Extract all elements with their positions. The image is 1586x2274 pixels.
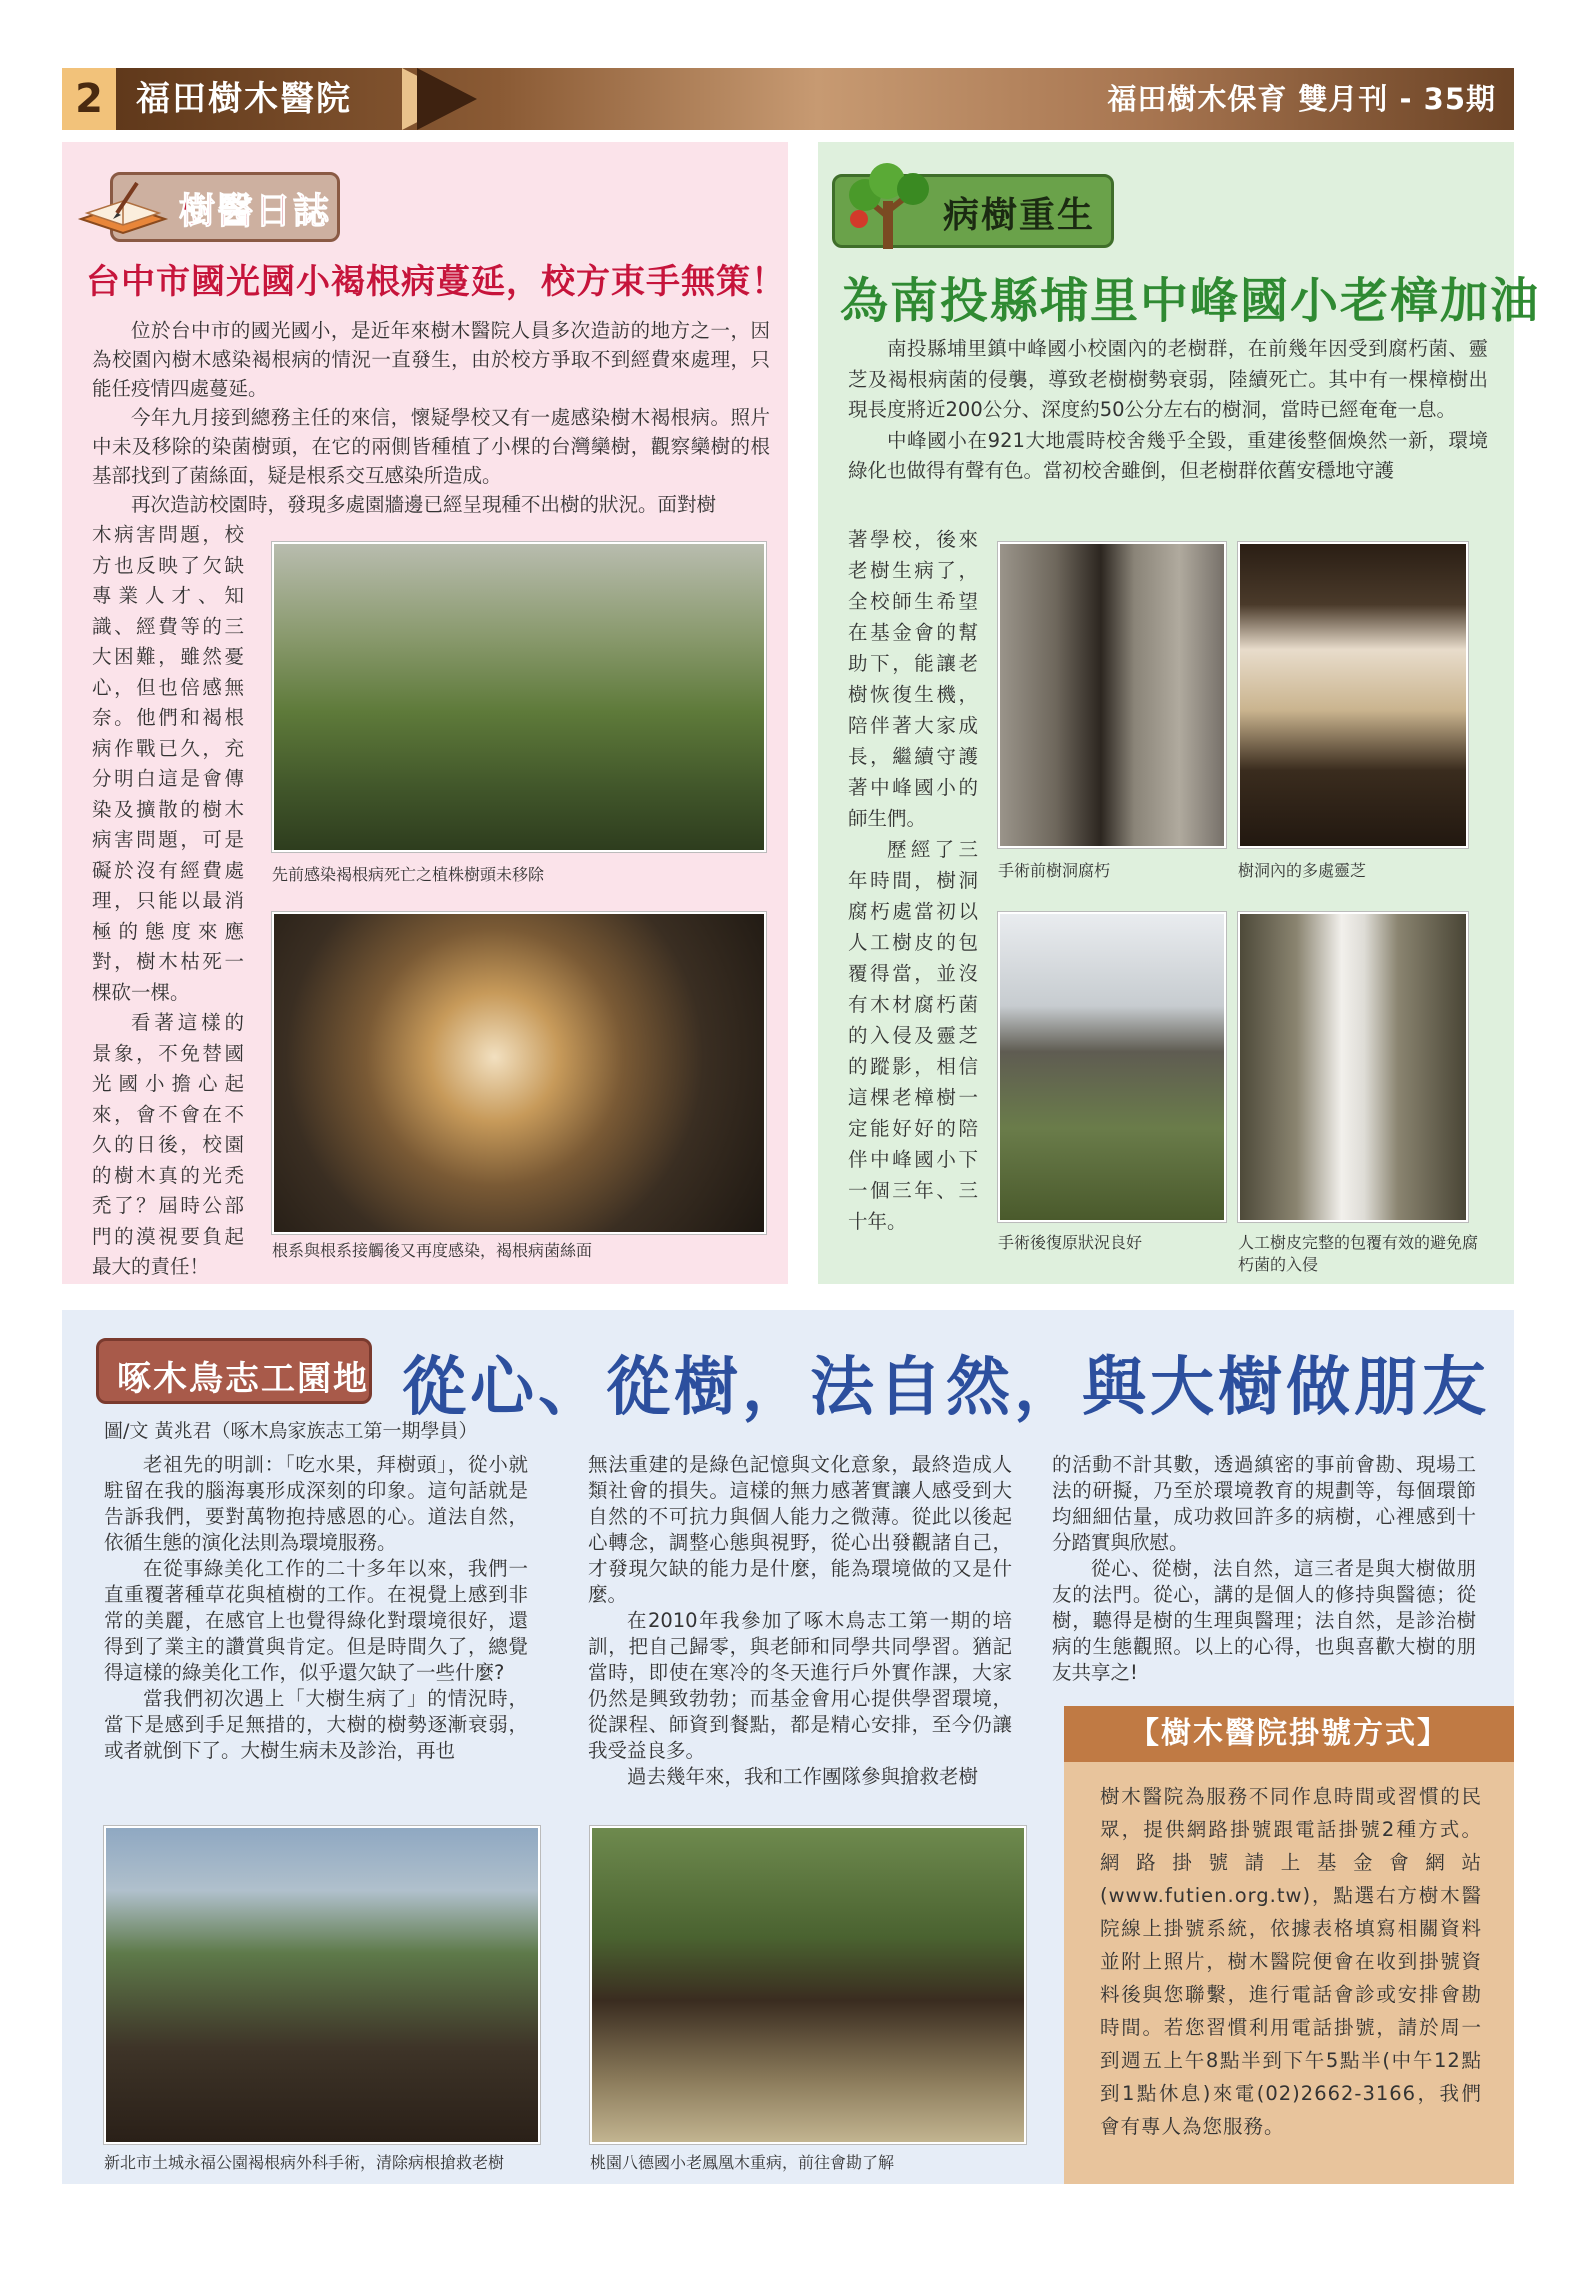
dead-tree-stump-photo (272, 542, 766, 852)
diary-paragraph: 今年九月接到總務主任的來信，懷疑學校又有一處感染樹木褐根病。照片中未及移除的染菌樹頭，在它的兩側皆種植了小棵的台灣欒樹，觀察欒樹的根基部找到了菌絲面，疑是根系交互感染所造成。 (92, 406, 770, 487)
photo-caption: 人工樹皮完整的包覆有效的避免腐朽菌的入侵 (1238, 1233, 1479, 1274)
registration-title: 【樹木醫院掛號方式】 (1064, 1706, 1514, 1762)
root-fungus-photo (272, 912, 766, 1234)
volunteer-paragraph: 過去幾年來，我和工作團隊參與搶救老樹 (627, 1765, 979, 1788)
photo-caption: 手術前樹洞腐朽 (998, 861, 1111, 880)
photo-caption: 手術後復原狀況良好 (998, 1233, 1143, 1252)
recovery-paragraph: 歷經了三年時間，樹洞腐朽處當初以人工樹皮的包覆得當，並沒有木材腐朽菌的入侵及靈芝的蹤影，相信這棵老樟樹一定能好好的陪伴中峰國小下一個三年、三十年。 (848, 838, 978, 1233)
header-arrow-decoration-dark (417, 68, 477, 130)
diary-paragraph: 位於台中市的國光國小，是近年來樹木醫院人員多次造訪的地方之一，因為校園內樹木感染褐根病的情況一直發生，由於校方爭取不到經費來處理，只能任疫情四處蔓延。 (92, 319, 770, 400)
root-surgery-photo (104, 1826, 540, 2144)
tree-icon (839, 161, 935, 251)
lingzhi-fungus-photo (1238, 542, 1468, 848)
recovery-intro-text (848, 334, 1488, 487)
registration-text: 樹木醫院為服務不同作息時間或習慣的民眾，提供網路掛號跟電話掛號2種方式。網路掛號請上基金會網站(www.futien.org.tw)，點選右方樹木醫院線上掛號系統，依據表格填寫相關資料並附上照片，樹木醫院便會在收到掛號資料後與您聯繫，進行電話會診或安排會勘時間。若您習慣利用電話掛號，請於周一到週五上午8點半到下午5點半(中午12點到1點休息)來電(02)2662-3166，我們會有專人為您服務。 (1100, 1785, 1482, 2138)
tree-hollow-before-photo (998, 542, 1226, 848)
tree-diary-badge-label: 樹醫日誌 (179, 191, 332, 232)
tree-after-surgery-photo (998, 912, 1226, 1222)
tree-diary-badge (110, 172, 340, 242)
recovery-column-text (848, 524, 978, 1237)
diary-intro-text (92, 316, 770, 519)
volunteer-paragraph: 在2010年我參加了啄木鳥志工第一期的培訓，把自己歸零，與老師和同學共同學習。猶記當時，即使在寒冷的冬天進行戶外實作課，大家仍然是興致勃勃；而基金會用心提供學習環境，從課程、師資到餐點，都是精心安排，至今仍讓我受益良多。 (588, 1609, 1012, 1762)
recovery-paragraph: 南投縣埔里鎮中峰國小校園內的老樹群，在前幾年因受到腐朽菌、靈芝及褐根病菌的侵襲，導致老樹樹勢衰弱，陸續死亡。其中有一棵樟樹出現長度將近200公分、深度約50公分左右的樹洞，當時已經奄奄一息。 (848, 337, 1488, 421)
photo-caption: 先前感染褐根病死亡之植株樹頭未移除 (272, 865, 545, 884)
volunteer-paragraph: 在從事綠美化工作的二十多年以來，我們一直重覆著種草花與植樹的工作。在視覺上感到非常的美麗，在感官上也覺得綠化對環境很好，還得到了業主的讚賞與肯定。但是時間久了，總覺得這樣的綠美化工作，似乎還欠缺了一些什麼? (104, 1557, 528, 1684)
diary-paragraph: 看著這樣的景象，不免替國光國小擔心起來，會不會在不久的日後，校園的樹木真的光禿禿了？屆時公部門的漠視要負起最大的責任！ (92, 1011, 244, 1278)
diary-column-text (92, 520, 244, 1283)
volunteer-paragraph: 無法重建的是綠色記憶與文化意象，最終造成人類社會的損失。這樣的無力感著實讓人感受到大自然的不可抗力與個人能力之微薄。從此以後起心轉念，調整心態與視野，從心出發觀諸自己，才發現欠缺的能力是什麼，能為環境做的又是什麼。 (588, 1453, 1012, 1606)
diary-paragraph: 木病害問題，校方也反映了欠缺專業人才、知識、經費等的三大困難，雖然憂心，但也倍感無奈。他們和褐根病作戰已久，充分明白這是會傳染及擴散的樹木病害問題，可是礙於沒有經費處理，只能以最消極的態度來應對，樹木枯死一棵砍一棵。 (92, 523, 244, 1004)
volunteer-paragraph: 老祖先的明訓：「吃水果，拜樹頭」，從小就駐留在我的腦海裏形成深刻的印象。這句話就是告訴我們，要對萬物抱持感恩的心。道法自然，依循生態的演化法則為環境服務。 (104, 1453, 528, 1554)
section-title: 福田樹木醫院 (136, 79, 352, 119)
photo-caption: 樹洞內的多處靈芝 (1238, 861, 1367, 880)
issue-label: 福田樹木保育 雙月刊 - 35期 (1107, 82, 1496, 116)
diary-paragraph: 再次造訪校園時，發現多處園牆邊已經呈現種不出樹的狀況。面對樹 (131, 493, 717, 516)
woodpecker-badge-label: 啄木鳥志工園地 (117, 1359, 369, 1399)
recovery-headline: 為南投縣埔里中峰國小老樟加油 (840, 273, 1541, 329)
tree-recovery-badge (832, 174, 1114, 248)
volunteer-paragraph: 當我們初次遇上「大樹生病了」的情況時，當下是感到手足無措的，大樹的樹勢逐漸衰弱，或者就倒下了。大樹生病未及診治，再也 (104, 1687, 528, 1762)
woodpecker-badge (96, 1338, 372, 1404)
volunteer-column-1 (104, 1452, 528, 1764)
site-inspection-photo (590, 1826, 1026, 2144)
recovery-paragraph: 著學校，後來老樹生病了，全校師生希望在基金會的幫助下，能讓老樹恢復生機，陪伴著大家成長，繼續守護著中峰國小的師生們。 (848, 528, 978, 830)
diary-headline: 台中市國光國小褐根病蔓延，校方束手無策！ (86, 262, 786, 302)
photo-caption: 根系與根系接觸後又再度感染，褐根病菌絲面 (272, 1241, 593, 1260)
recovery-paragraph: 中峰國小在921大地震時校舍幾乎全毀，重建後整個煥然一新，環境綠化也做得有聲有色。當初校舍雖倒，但老樹群依舊安穩地守護 (848, 428, 1488, 482)
author-byline: 圖/文 黃兆君（啄木鳥家族志工第一期學員） (104, 1420, 478, 1442)
artificial-bark-photo (1238, 912, 1468, 1222)
volunteer-column-3 (1052, 1452, 1476, 1686)
volunteer-paragraph: 從心、從樹，法自然，這三者是與大樹做朋友的法門。從心，講的是個人的修持與醫德；從樹，聽得是樹的生理與醫理；法自然，是診治樹病的生態觀照。以上的心得，也與喜歡大樹的朋友共享之! (1052, 1557, 1476, 1684)
book-icon (77, 179, 169, 239)
page-number: 2 (62, 68, 116, 130)
volunteer-column-2 (588, 1452, 1012, 1790)
volunteer-headline: 從心、從樹，法自然，與大樹做朋友 (402, 1351, 1490, 1425)
photo-caption: 新北市土城永福公園褐根病外科手術，清除病根搶救老樹 (104, 2153, 505, 2172)
photo-caption: 桃園八德國小老鳳凰木重病，前往會勘了解 (590, 2153, 895, 2172)
page-header (62, 68, 1514, 130)
tree-recovery-badge-label: 病樹重生 (943, 195, 1096, 236)
volunteer-paragraph: 的活動不計其數，透過縝密的事前會勘、現場工法的研擬，乃至於環境教育的規劃等，每個環節均細細估量，成功救回許多的病樹，心裡感到十分踏實與欣慰。 (1052, 1453, 1476, 1554)
